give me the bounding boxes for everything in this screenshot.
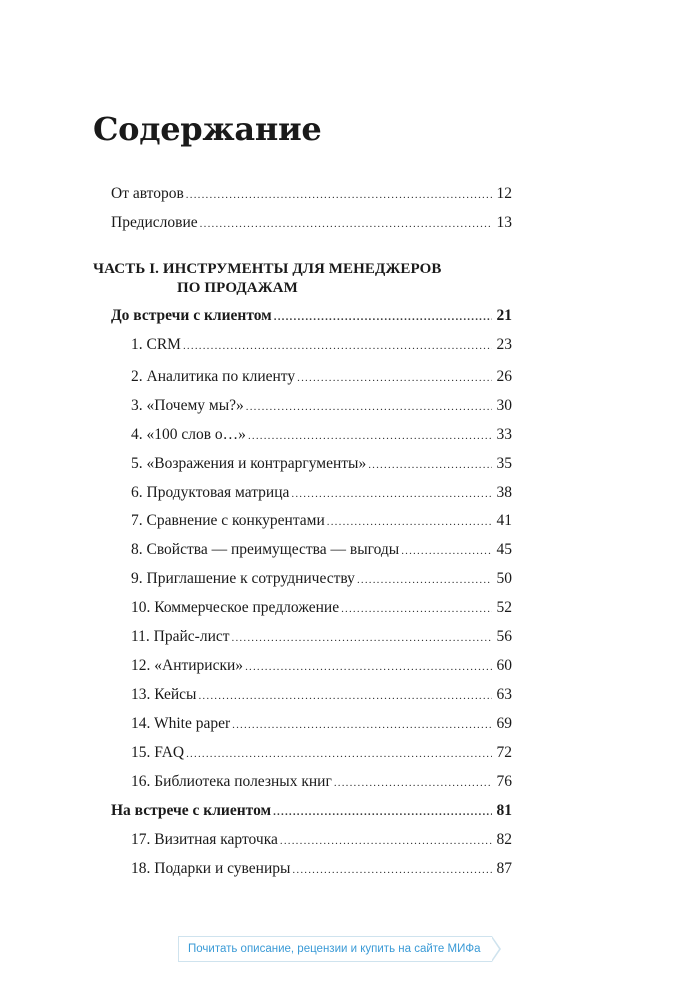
toc-section-at-meeting[interactable] xyxy=(111,800,512,822)
toc-entry-label: 3. «Почему мы?» xyxy=(131,397,244,414)
dot-leader xyxy=(186,743,492,765)
toc-page-number: 38 xyxy=(496,484,512,501)
toc-page-number: 69 xyxy=(496,715,512,732)
toc-section-label: На встрече с клиентом xyxy=(111,802,272,819)
toc-entry[interactable] xyxy=(131,655,512,677)
toc-page-number: 76 xyxy=(496,773,512,790)
toc-entry-label: 2. Аналитика по клиенту xyxy=(131,368,296,385)
dot-leader xyxy=(274,306,492,328)
toc-entry-label: 7. Сравнение с конкурентами xyxy=(131,512,325,529)
toc-entry[interactable] xyxy=(131,510,512,532)
toc-section-before-meeting[interactable] xyxy=(111,305,512,327)
toc-entry-label: 8. Свойства — преимущества — выгоды xyxy=(131,541,400,558)
toc-page-number: 87 xyxy=(496,860,512,877)
toc-entry[interactable] xyxy=(131,742,512,764)
dot-leader xyxy=(291,483,492,505)
dot-leader xyxy=(273,801,492,823)
toc-entry-preface[interactable] xyxy=(111,212,512,234)
toc-entry[interactable] xyxy=(131,597,512,619)
dot-leader xyxy=(248,425,492,447)
toc-entry[interactable] xyxy=(131,424,512,446)
toc-entry-label: 9. Приглашение к сотрудничеству xyxy=(131,570,355,587)
toc-entry[interactable] xyxy=(131,684,512,706)
toc-entry-label: 17. Визитная карточка xyxy=(131,831,278,848)
toc-entry[interactable] xyxy=(131,568,512,590)
dot-leader xyxy=(401,540,492,562)
toc-page-number: 45 xyxy=(496,541,512,558)
dot-leader xyxy=(357,569,492,591)
toc-entry[interactable] xyxy=(131,829,512,851)
toc-entry-from-authors[interactable] xyxy=(111,183,512,205)
toc-entry[interactable] xyxy=(131,482,512,504)
toc-page-number: 23 xyxy=(496,336,512,353)
toc-entry-label: 16. Библиотека полезных книг xyxy=(131,773,332,790)
toc-page-number: 50 xyxy=(496,570,512,587)
toc-entry-label: Предисловие xyxy=(111,214,198,231)
toc-entry[interactable] xyxy=(131,453,512,475)
toc-page-number: 35 xyxy=(496,455,512,472)
toc-page-number: 26 xyxy=(496,368,512,385)
toc-page-number: 13 xyxy=(496,214,512,231)
dot-leader xyxy=(297,367,492,389)
toc-page-number: 30 xyxy=(496,397,512,414)
toc-entry[interactable] xyxy=(131,713,512,735)
dot-leader xyxy=(245,656,492,678)
toc-page-number: 60 xyxy=(496,657,512,674)
toc-section-label: До встречи с клиентом xyxy=(111,307,272,324)
dot-leader xyxy=(246,396,492,418)
toc-page-number: 72 xyxy=(496,744,512,761)
dot-leader xyxy=(341,598,492,620)
toc-entry[interactable] xyxy=(131,539,512,561)
toc-entry-label: 18. Подарки и сувениры xyxy=(131,860,291,877)
toc-entry-label: 6. Продуктовая матрица xyxy=(131,484,290,501)
dot-leader xyxy=(334,772,492,794)
toc-entry[interactable] xyxy=(131,626,512,648)
dot-leader xyxy=(186,184,492,206)
part-heading-line-2: ПО ПРОДАЖАМ xyxy=(177,280,298,296)
toc-entry-label: 10. Коммерческое предложение xyxy=(131,599,340,616)
toc-entry[interactable] xyxy=(131,858,512,880)
toc-entry-label: 1. CRM xyxy=(131,336,181,353)
toc-entry-label: 5. «Возражения и контраргументы» xyxy=(131,455,367,472)
toc-page-number: 21 xyxy=(496,307,512,324)
toc-entry[interactable] xyxy=(131,334,512,356)
dot-leader xyxy=(280,830,492,852)
toc-entry[interactable] xyxy=(131,395,512,417)
toc-page-number: 63 xyxy=(496,686,512,703)
toc-page-number: 12 xyxy=(496,185,512,202)
toc-page-number: 82 xyxy=(496,831,512,848)
dot-leader xyxy=(368,454,492,476)
dot-leader xyxy=(200,213,492,235)
toc-page-number: 41 xyxy=(496,512,512,529)
dot-leader xyxy=(232,714,492,736)
toc-entry-label: 12. «Антириски» xyxy=(131,657,244,674)
dot-leader xyxy=(232,627,492,649)
toc-entry-label: 15. FAQ xyxy=(131,744,185,761)
part-heading xyxy=(93,260,442,298)
toc-entry[interactable] xyxy=(131,771,512,793)
toc-page-number: 81 xyxy=(496,802,512,819)
part-heading-line-1: ЧАСТЬ I. ИНСТРУМЕНТЫ ДЛЯ МЕНЕДЖЕРОВ xyxy=(93,261,442,277)
toc-entry-label: 13. Кейсы xyxy=(131,686,197,703)
buy-on-mif-link[interactable] xyxy=(178,936,492,962)
dot-leader xyxy=(198,685,492,707)
toc-page-number: 33 xyxy=(496,426,512,443)
toc-entry-label: 11. Прайс-лист xyxy=(131,628,230,645)
toc-page-number: 52 xyxy=(496,599,512,616)
dot-leader xyxy=(292,859,492,881)
toc-entry-label: От авторов xyxy=(111,185,184,202)
toc-entry-label: 4. «100 слов о…» xyxy=(131,426,246,443)
arrow-tip-icon xyxy=(492,936,501,962)
toc-entry[interactable] xyxy=(131,366,512,388)
dot-leader xyxy=(327,511,492,533)
page-title: Содержание xyxy=(93,110,322,148)
toc-entry-label: 14. White paper xyxy=(131,715,231,732)
toc-page-number: 56 xyxy=(496,628,512,645)
dot-leader xyxy=(183,335,492,357)
buy-link-label: Почитать описание, рецензии и купить на сайте МИФа xyxy=(188,943,481,955)
